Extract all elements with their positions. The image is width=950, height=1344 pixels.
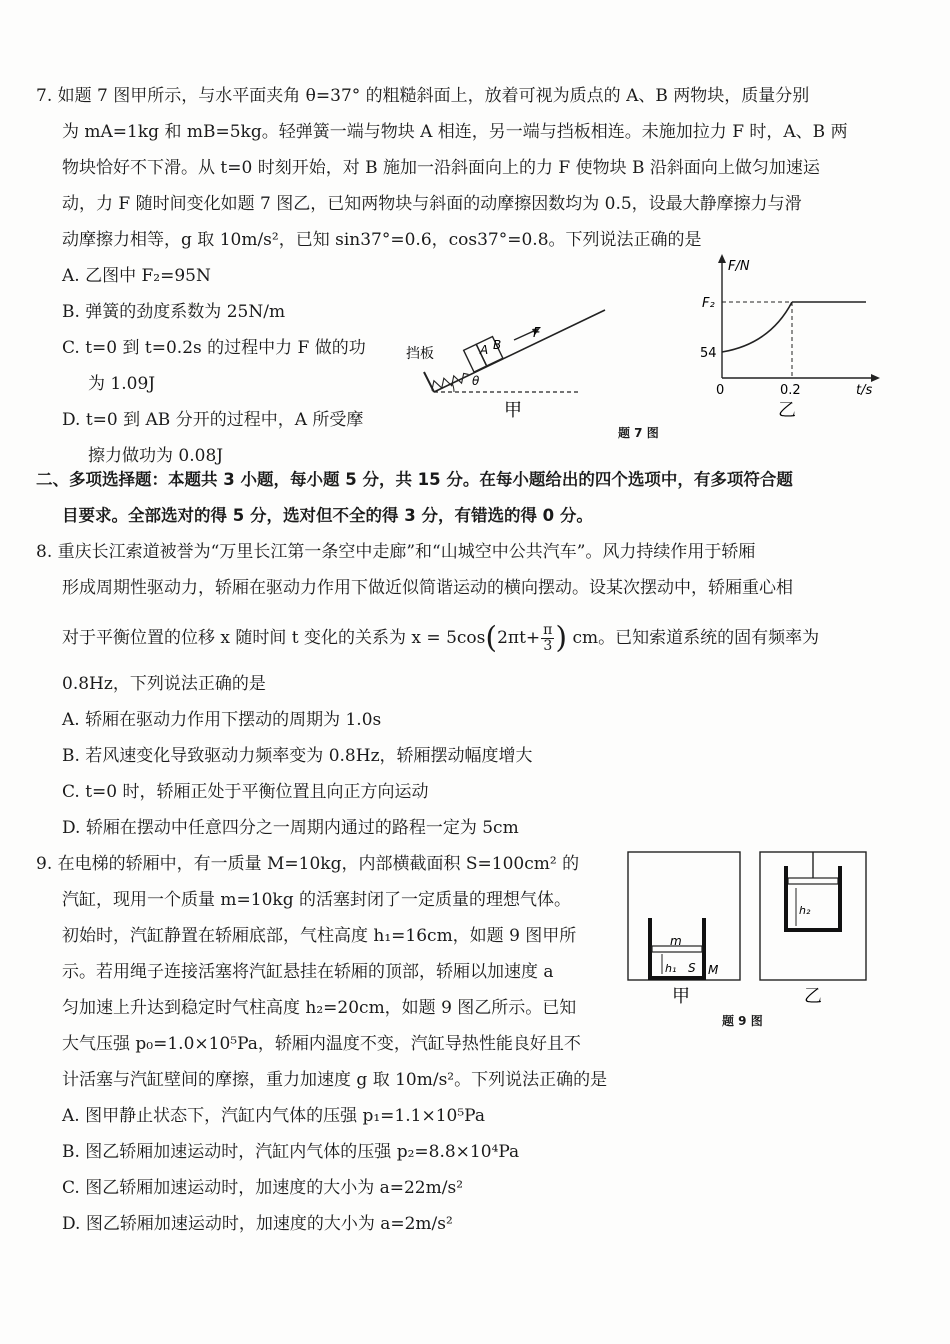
caption-q9-yi: 乙 xyxy=(804,986,822,1007)
q8-line3-pre: 对于平衡位置的位移 x 随时间 t 变化的关系为 x = 5cos xyxy=(62,628,486,648)
q9-line-3: 初始时，汽缸静置在轿厢底部，气柱高度 h₁=16cm，如题 9 图甲所 xyxy=(62,926,577,946)
q8-line-3: 对于平衡位置的位移 x 随时间 t 变化的关系为 x = 5cos(2πt+ $\frac{\pi}{3}$ ) cm。已知索道系统的固有频率为 xyxy=(62,620,820,656)
q8-line-1: 8. 重庆长江索道被誉为“万里长江第一条空中走廊”和“山城空中公共汽车”。风力持续作用于轿厢 xyxy=(36,542,756,562)
section-2-header-line2: 目要求。全部选对的得 5 分，选对但不全的得 3 分，有错选的得 0 分。 xyxy=(62,506,593,525)
piston-yi xyxy=(788,878,838,884)
q9-option-b: B. 图乙轿厢加速运动时，汽缸内气体的压强 p₂=8.8×10⁴Pa xyxy=(62,1142,520,1162)
q9-line-5: 匀加速上升达到稳定时气柱高度 h₂=20cm，如题 9 图乙所示。已知 xyxy=(62,998,577,1018)
label-m: m xyxy=(670,934,682,948)
q7-line-3: 物块恰好不下滑。从 t=0 时刻开始，对 B 施加一沿斜面向上的力 F 使物块 B 沿斜面向上做匀加速运 xyxy=(62,158,820,178)
q8-line3-inner: 2πt+ xyxy=(497,628,541,648)
q9-line-4: 示。若用绳子连接活塞将汽缸悬挂在轿厢的顶部，轿厢以加速度 a xyxy=(62,962,554,982)
label-b: B xyxy=(493,338,502,352)
y-axis-arrow xyxy=(718,254,726,263)
q7-option-b: B. 弹簧的劲度系数为 25N/m xyxy=(62,302,286,322)
q8-frac-num: π xyxy=(543,622,553,638)
label-h2: h₂ xyxy=(799,904,811,917)
q9-figure-caption: 题 9 图 xyxy=(722,1014,763,1028)
x-axis-arrow xyxy=(871,374,880,382)
q9-figure-yi xyxy=(758,850,878,1010)
x-axis-label: t/s xyxy=(856,383,873,398)
q8-line3-post: cm。已知索道系统的固有频率为 xyxy=(572,628,820,648)
q9-option-d: D. 图乙轿厢加速运动时，加速度的大小为 a=2m/s² xyxy=(62,1214,453,1234)
q9-option-c: C. 图乙轿厢加速运动时，加速度的大小为 a=22m/s² xyxy=(62,1178,464,1198)
incline-surface xyxy=(434,310,605,392)
q9-option-a: A. 图甲静止状态下，汽缸内气体的压强 p₁=1.1×10⁵Pa xyxy=(62,1106,485,1126)
q8-line-2: 形成周期性驱动力，轿厢在驱动力作用下做近似简谐运动的横向摆动。设某次摆动中，轿厢重心相 xyxy=(62,578,793,598)
q7-line-1: 7. 如题 7 图甲所示，与水平面夹角 θ=37° 的粗糙斜面上，放着可视为质点的 A、B 两物块，质量分别 xyxy=(36,86,810,106)
q8-frac-den: 3 xyxy=(543,638,553,654)
caption-q9-jia: 甲 xyxy=(672,986,690,1007)
theta-arc xyxy=(452,383,454,392)
q8-option-d: D. 轿厢在摆动中任意四分之一周期内通过的路程一定为 5cm xyxy=(62,818,519,838)
q8-option-a: A. 轿厢在驱动力作用下摆动的周期为 1.0s xyxy=(62,710,382,730)
q7-figure-caption: 题 7 图 xyxy=(618,426,659,440)
y-axis-label: F/N xyxy=(728,259,750,274)
q7-line-4: 动，力 F 随时间变化如题 7 图乙，已知两物块与斜面的动摩擦因数均为 0.5，设最大静摩擦力与滑 xyxy=(62,194,802,214)
q7-option-d-line1: D. t=0 到 AB 分开的过程中，A 所受摩 xyxy=(62,410,364,430)
q8-line-4: 0.8Hz，下列说法正确的是 xyxy=(62,674,266,694)
board-label: 挡板 xyxy=(406,346,434,362)
caption-yi: 乙 xyxy=(778,400,796,421)
label-s: S xyxy=(688,961,696,975)
label-a: A xyxy=(480,343,489,357)
q7-figure-yi xyxy=(690,252,890,422)
section-2-header-line1: 二、多项选择题：本题共 3 小题，每小题 5 分，共 15 分。在每小题给出的四个选项中，有多项符合题 xyxy=(36,470,793,489)
q9-line-7: 计活塞与汽缸壁间的摩擦，重力加速度 g 取 10m/s²。下列说法正确的是 xyxy=(62,1070,608,1090)
cabin-jia xyxy=(628,852,740,980)
tick-0: 0 xyxy=(716,383,725,398)
q7-option-c-line2: 为 1.09J xyxy=(88,374,156,394)
label-theta: θ xyxy=(472,374,480,388)
label-f: F xyxy=(533,326,541,341)
q8-option-b: B. 若风速变化导致驱动力频率变为 0.8Hz，轿厢摆动幅度增大 xyxy=(62,746,533,766)
label-big-m: M xyxy=(708,963,719,977)
q7-option-a: A. 乙图中 F₂=95N xyxy=(62,266,211,286)
q7-line-5: 动摩擦力相等，g 取 10m/s²，已知 sin37°=0.6，cos37°=0.8。下列说法正确的是 xyxy=(62,230,702,250)
caption-jia: 甲 xyxy=(504,400,522,421)
q9-line-2: 汽缸，现用一个质量 m=10kg 的活塞封闭了一定质量的理想气体。 xyxy=(62,890,571,910)
q7-line-2: 为 mA=1kg 和 mB=5kg。轻弹簧一端与物块 A 相连，另一端与挡板相连。未施加拉力 F 时，A、B 两 xyxy=(62,122,848,142)
curve-rising xyxy=(722,302,792,352)
q9-line-1: 9. 在电梯的轿厢中，有一质量 M=10kg，内部横截面积 S=100cm² 的 xyxy=(36,854,580,874)
label-h1: h₁ xyxy=(665,962,677,975)
q7-option-c-line1: C. t=0 到 t=0.2s 的过程中力 F 做的功 xyxy=(62,338,366,358)
tick-f2: F₂ xyxy=(702,296,715,311)
q7-figure-jia xyxy=(400,300,620,430)
q7-option-d-line2: 擦力做功为 0.08J xyxy=(88,446,224,466)
q9-line-6: 大气压强 p₀=1.0×10⁵Pa，轿厢内温度不变，汽缸导热性能良好且不 xyxy=(62,1034,581,1054)
tick-0-2: 0.2 xyxy=(780,383,801,398)
q9-figure-jia xyxy=(626,850,746,1010)
q8-option-c: C. t=0 时，轿厢正处于平衡位置且向正方向运动 xyxy=(62,782,429,802)
tick-54: 54 xyxy=(700,346,717,361)
